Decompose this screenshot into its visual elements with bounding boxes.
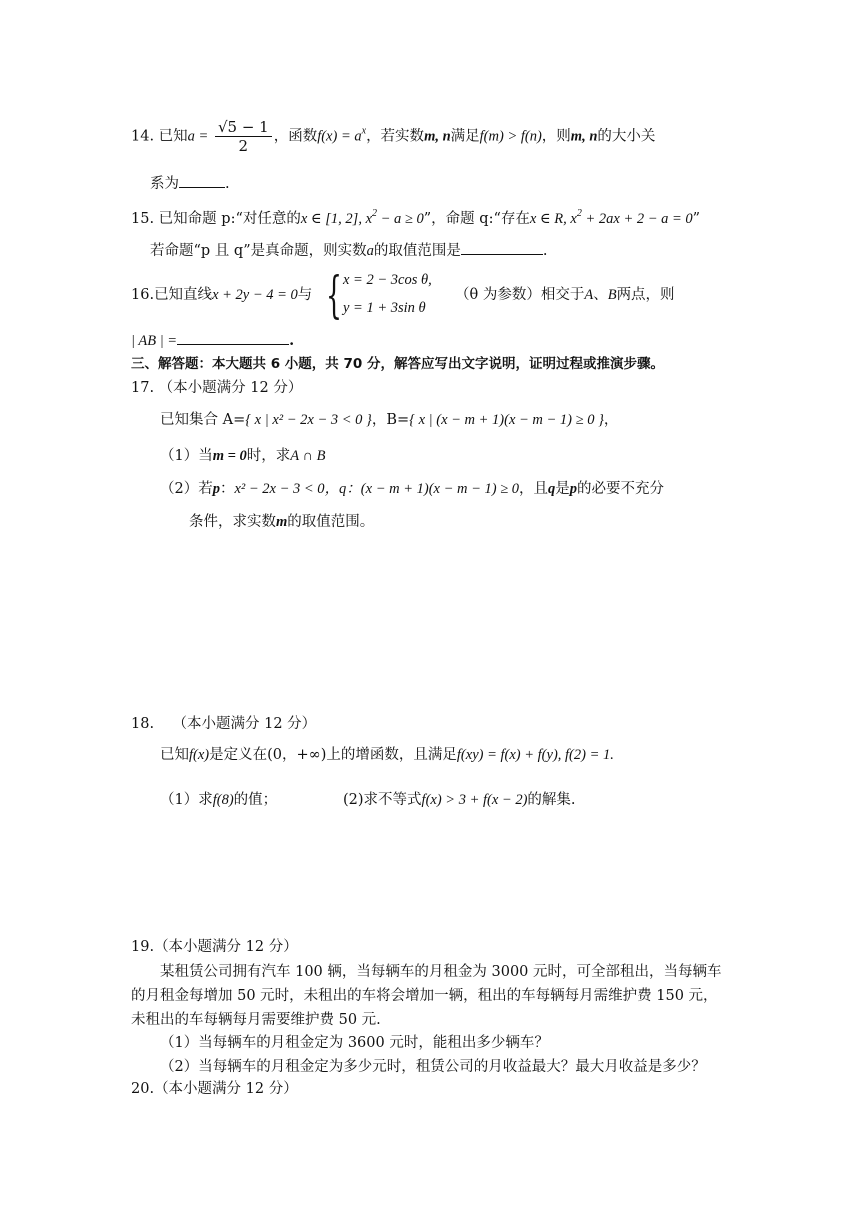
q15-answer-blank[interactable] bbox=[461, 254, 543, 255]
q19-line2: 的月租金每增加 50 元时，未租出的车将会增加一辆，租出的车每辆每月需维护费 150 元， bbox=[131, 988, 718, 1004]
q16-line2: | AB | = . bbox=[131, 332, 295, 349]
q18-part1: （1）求f(8)的值； bbox=[160, 792, 278, 808]
q14-line2: 系为 . bbox=[150, 176, 230, 192]
q17-part1: （1）当m = 0时，求A ∩ B bbox=[160, 448, 326, 464]
q18-part2: (2)求不等式f(x) > 3 + f(x − 2)的解集. bbox=[343, 792, 576, 808]
q19-number: 19. bbox=[131, 939, 155, 955]
q20-number: 20. bbox=[131, 1081, 155, 1097]
q18-statement: 已知f(x)是定义在(0，+∞)上的增函数，且满足f(xy) = f(x) + f(y), f(2) = 1. bbox=[160, 747, 614, 763]
q16-answer-blank[interactable] bbox=[177, 344, 289, 345]
q16-system-line2: y = 1 + 3sin θ bbox=[343, 300, 426, 316]
q19-score: （本小题满分 12 分） bbox=[154, 939, 298, 955]
q14-number: 14. bbox=[131, 128, 155, 145]
q17-part2-line2: 条件，求实数m的取值范围。 bbox=[189, 514, 375, 530]
q17-part2-line1: （2）若p：x² − 2x − 3 < 0，q：(x − m + 1)(x − m − 1) ≥ 0，且q是p的必要不充分 bbox=[160, 481, 665, 497]
q19-part2: （2）当每辆车的月租金定为多少元时，租赁公司的月收益最大？最大月收益是多少？ bbox=[160, 1059, 706, 1075]
q16-number: 16. bbox=[131, 287, 155, 303]
q19-part1: （1）当每辆车的月租金定为 3600 元时，能租出多少辆车？ bbox=[160, 1035, 549, 1051]
q20-score: （本小题满分 12 分） bbox=[154, 1081, 298, 1097]
q16-system-line1: x = 2 − 3cos θ, bbox=[343, 272, 432, 288]
q20-header bbox=[131, 1081, 298, 1098]
q16-line1-left: 16.已知直线x + 2y − 4 = 0与 bbox=[131, 287, 313, 303]
q19-line1: 某租赁公司拥有汽车 100 辆，当每辆车的月租金为 3000 元时，可全部租出，当每辆车 bbox=[160, 964, 722, 980]
q17-number: 17. bbox=[131, 380, 155, 396]
q14-fraction: $\frac{√5 - 1}{2}$ bbox=[215, 118, 272, 155]
q17-header bbox=[131, 380, 302, 397]
q15-number: 15. bbox=[131, 211, 155, 227]
q18-header bbox=[131, 716, 316, 733]
q17-score: （本小题满分 12 分） bbox=[158, 380, 303, 396]
q16-line1-right: （θ 为参数）相交于A、B两点，则 bbox=[455, 287, 675, 303]
q15-line1: 15. 已知命题 p:“对任意的x ∈ [1, 2], $x^2 - a \ge 0$”，命题 q:“存在x ∈ R, $x^2 + 2ax + 2 - a = 0$” bbox=[131, 208, 701, 227]
q19-header bbox=[131, 939, 298, 956]
q16-system-brace: { bbox=[326, 266, 342, 324]
q17-sets: 已知集合 A={ x | x² − 2x − 3 < 0 }，B={ x | (x − m + 1)(x − m − 1) ≥ 0 }， bbox=[160, 412, 619, 428]
section3-heading: 三、解答题：本大题共 6 小题，共 70 分，解答应写出文字说明，证明过程或推演步骤。 bbox=[131, 356, 664, 372]
q18-number: 18. bbox=[131, 716, 155, 732]
q14-line1: 14. 已知a = $\frac{√5 - 1}{2}$ ，函数$f(x) = a^x$，若实数m, n满足f(m) > f(n)，则m, n的大小关 bbox=[131, 118, 656, 155]
q18-score: （本小题满分 12 分） bbox=[172, 716, 317, 732]
q15-line2: 若命题“p 且 q”是真命题，则实数a的取值范围是 . bbox=[150, 243, 548, 259]
q19-line3: 未租出的车每辆每月需要维护费 50 元. bbox=[131, 1012, 381, 1028]
q14-answer-blank[interactable] bbox=[179, 187, 225, 188]
